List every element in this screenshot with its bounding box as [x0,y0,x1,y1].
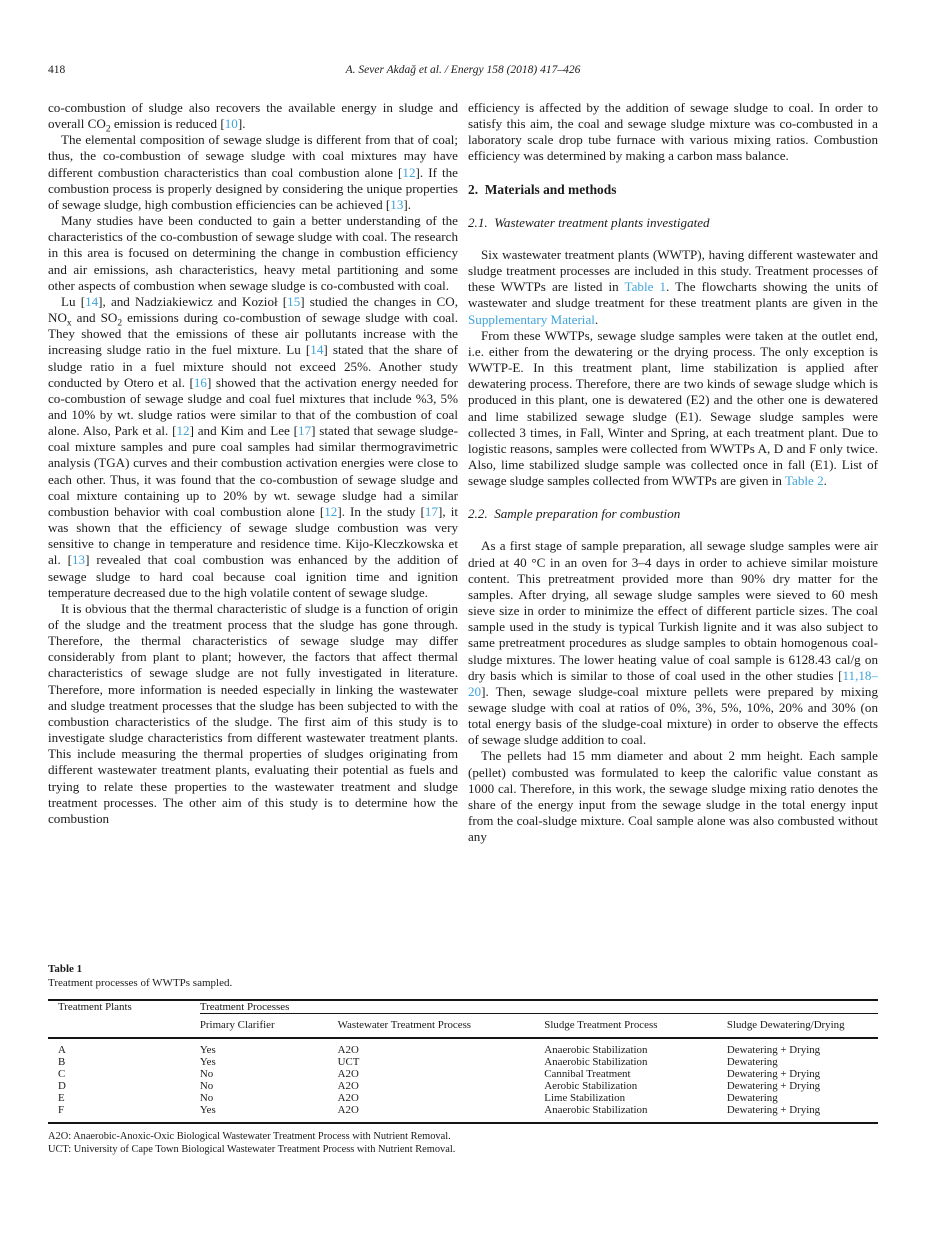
table-cell: UCT [337,1056,360,1069]
table-caption: Treatment processes of WWTPs sampled. [48,976,233,989]
citation-link[interactable]: 15 [287,293,301,309]
table-cell: A2O [337,1068,359,1081]
table-cell: Dewatering [726,1056,778,1069]
citation-link[interactable]: Table 1 [624,279,667,295]
table-label: Table 1 [48,963,83,975]
table-cell: No [199,1092,214,1105]
paragraph: As a first stage of sample preparation, all sewage sludge samples were air dried at 40 °C in an oven for 3–4 days in order to achieve similar moisture content. This pretreatment provided more than 90% dry matter for the samples. After drying, all sewage sludge samples were sieved to 60 mesh sieve size in order to minimize the effect of different particle sizes. The coal sample used in the study is typical Turkish lignite and it was also subject to same pretreatment procedures as sludge samples to obtain homogenous coal-sludge mixtures. The lower heating value of coal sample is 6128.43 cal/g on dry basis which is similar to those of coal used in the other studies [11,18–20]. Then, sewage sludge-coal mixture pellets were prepared by mixing sewage sludge with coal at ratios of 0%, 3%, 5%, 10%, 20% and 30% (on total energy basis of the sludge-coal mixture) in order to observe the effects of sewage sludge addition to coal. [468,538,878,748]
citation-link[interactable]: 17 [298,423,312,439]
table-cell: Aerobic Stabilization [544,1080,638,1093]
table-row [48,1092,878,1104]
citation-link[interactable]: 16 [193,374,207,390]
table-cell: A [58,1044,66,1056]
citation-link[interactable]: 13 [390,196,404,212]
table-cell: Yes [199,1044,216,1056]
paragraph: Many studies have been conducted to gain a better understanding of the characteristics of the co-combustion of sewage sludge with coal. The research in this area is focused on determining the change in combustion efficiency and air emissions, ash characteristics, heavy metal partitioning and some other aspects of combustion when sewage sludge is co-combusted with coal. [48,213,458,293]
citation-link[interactable]: 17 [424,503,438,519]
table-cell: A2O [337,1044,359,1056]
paragraph: It is obvious that the thermal characteristic of sludge is a function of origin of the sludge and the treatment process that the sludge has gone through. Therefore, the thermal characteristics of sewage sludge may differ considerably from plant to plant; however, the factors that affect thermal characteristics of sewage sludge are not fully investigated in literature. Therefore, more information is needed especially in linking the wastewater and sludge treatment processes that the sludge has been subjected to with the combustion characteristics of the sludge. The first aim of this study is to investigate sludge characteristics from different wastewater treatment plants. This include measuring the thermal properties of sludges originating from different wastewater treatment plants, evaluating their potential as fuels and trying to relate these properties to the wastewater treatment and sludge treatment processes. The other aim of this study is to determine how the combustion [48,600,458,826]
table-row [48,1080,878,1092]
column-group-header-treatment-processes: Treatment Processes [200,1000,878,1014]
running-head-title: A. Sever Akdağ et al. / Energy 158 (2018) 417–426 [345,64,581,76]
column-header-sludge-treatment-process: Sludge Treatment Process [544,1014,727,1039]
table-cell: No [199,1080,214,1093]
table-row [48,1038,878,1056]
paragraph: The pellets had 15 mm diameter and about 2 mm height. Each sample (pellet) combusted was formulated to keep the calorific value constant as 1000 cal. Therefore, in this work, the sewage sludge mixing ratio denotes the share of the energy input from the sewage sludge in the total energy input from the coal-sludge mixture. Coal sample alone was also combusted without any [468,748,878,845]
citation-link[interactable]: 10 [224,116,238,132]
table-cell: Lime Stabilization [544,1092,626,1105]
section-heading: 2. Materials and methods [468,181,617,197]
table-cell: Dewatering + Drying [726,1044,821,1056]
table-body [48,1038,878,1123]
table-row [48,1104,878,1122]
body-columns [48,100,878,958]
citation-link[interactable]: 12 [176,423,190,439]
subscript: 2 [117,318,123,329]
column-header-primary-clarifier: Primary Clarifier [200,1014,338,1039]
paragraph: efficiency is affected by the addition of sewage sludge to coal. In order to satisfy this aim, the coal and sewage sludge mixture was co-combusted in a laboratory scale drop tube furnace with various mixing ratios. Combustion efficiency was determined by making a carbon mass balance. [468,100,878,164]
table-footnotes [48,1130,878,1156]
right-column [468,100,878,958]
table-cell: Dewatering + Drying [726,1080,821,1093]
table-cell: A2O [337,1104,359,1117]
table-cell: C [58,1068,66,1081]
table-1-block [48,963,878,1156]
paragraph: The elemental composition of sewage sludge is different from that of coal; thus, the co-combustion of sewage sludge with coal mixtures may have different combustion characteristics than coal combustion alone [12]. If the combustion process is properly designed by considering the unique properties of sewage sludge, high combustion efficiencies can be achieved [13]. [48,132,458,212]
table-cell: Anaerobic Stabilization [544,1056,648,1069]
subscript: x [66,318,72,329]
footnote-a2o: A2O: Anaerobic-Anoxic-Oxic Biological Wastewater Treatment Process with Nutrient Removal. [48,1130,451,1142]
column-header-treatment-plants: Treatment Plants [48,1000,200,1038]
table-cell: B [58,1056,66,1069]
table-cell: Anaerobic Stabilization [544,1104,648,1117]
citation-link[interactable]: 11,18–20 [468,667,878,699]
table-cell: E [58,1092,65,1105]
table-cell: F [58,1104,65,1117]
left-column [48,100,458,958]
footnote-uct: UCT: University of Cape Town Biological Wastewater Treatment Process with Nutrient Removal. [48,1143,456,1155]
subsection-heading: 2.1. Wastewater treatment plants investigated [468,214,710,230]
table-1 [48,999,878,1124]
table-row [48,1056,878,1068]
table-cell: Yes [199,1104,216,1117]
table-cell: Dewatering + Drying [726,1068,821,1081]
page-number: 418 [48,64,66,76]
citation-link[interactable]: 12 [402,164,416,180]
citation-link[interactable]: Table 2 [784,473,824,489]
column-header-wastewater-treatment-process: Wastewater Treatment Process [338,1014,545,1039]
subsection-heading: 2.2. Sample preparation for combustion [468,506,681,522]
paragraph: From these WWTPs, sewage sludge samples were taken at the outlet end, i.e. either from the dewatering or the drying process. The only exception is WWTP-E. In this treatment plant, lime stabilization is applied after dewatering process. Therefore, there are two kinds of sewage sludge which is produced in this plant, one is dewatered (E2) and the other one is dewatered and lime stabilized sewage sludge (E1). Sewage sludge samples were collected 3 times, in Fall, Winter and Spring, at each treatment plant. Due to logistic reasons, samples were collected from WWTPs A, D and F only twice. Also, lime stabilized sludge sample was collected once in fall (E1). List of sewage sludge samples collected from WWTPs are given in Table 2. [468,327,878,489]
table-cell: No [199,1068,214,1081]
table-cell: Cannibal Treatment [544,1068,631,1081]
column-header-sludge-dewatering-drying: Sludge Dewatering/Drying [727,1014,878,1039]
table-cell: Dewatering + Drying [726,1104,821,1117]
table-cell: A2O [337,1080,359,1093]
table-cell: Dewatering [726,1092,778,1105]
citation-link[interactable]: 14 [85,293,99,309]
citation-link[interactable]: 13 [71,552,86,568]
citation-link[interactable]: Supplementary Material [468,311,595,327]
table-cell: D [58,1080,66,1093]
table-row [48,1068,878,1080]
running-head [48,64,878,80]
table-cell: Anaerobic Stabilization [544,1044,648,1056]
citation-link[interactable]: 14 [310,342,324,358]
paragraph: Lu [14], and Nadziakiewicz and Kozioł [15] studied the changes in CO, $NO_x$ and $SO_2$ emissions during co-combustion of sewage sludge with coal. They showed that the emissions of these air pollutants increase with the increasing sludge ratio in the fuel mixture. Lu [14] stated that the share of sludge ratio in a fuel mixture should not exceed 25%. Another study conducted by Otero et al. [16] showed that the activation energy needed for co-combustion of sewage sludge and coal fuel mixtures that include %3, 5% and 10% by wt. sludge ratios were similar to that of the combustion of coal alone. Also, Park et al. [12] and Kim and Lee [17] stated that sewage sludge-coal mixture samples and pure coal samples had similar thermogravimetric analysis (TGA) curves and their combustion activation energies were close to each other. Thus, it was found that the co-combustion of sewage sludge and coal mixture containing up to 20% by wt. sewage sludge had a similar combustion behavior with coal combustion alone [12]. In the study [17], it was shown that the efficiency of sewage sludge combustion was very sensitive to change in temperature and residence time. Kijo-Kleczkowska et al. [13] revealed that coal combustion was enhanced by the addition of sewage sludge to hard coal because coal ignition time and ignition temperature decreased due to the high volatile content of sewage sludge. [48,293,458,600]
paragraph: co-combustion of sludge also recovers the available energy in sludge and overall $CO_2$ emission is reduced [10]. [48,100,458,135]
paragraph: Six wastewater treatment plants (WWTP), having different wastewater and sludge treatment processes are included in this study. Treatment processes of these WWTPs are listed in Table 1. The flowcharts showing the units of wastewater and sludge treatment for these treatment plants are given in the Supplementary Material. [468,246,878,327]
subscript: 2 [105,124,111,135]
table-cell: A2O [337,1092,359,1105]
citation-link[interactable]: 12 [324,503,338,519]
table-cell: Yes [199,1056,216,1069]
